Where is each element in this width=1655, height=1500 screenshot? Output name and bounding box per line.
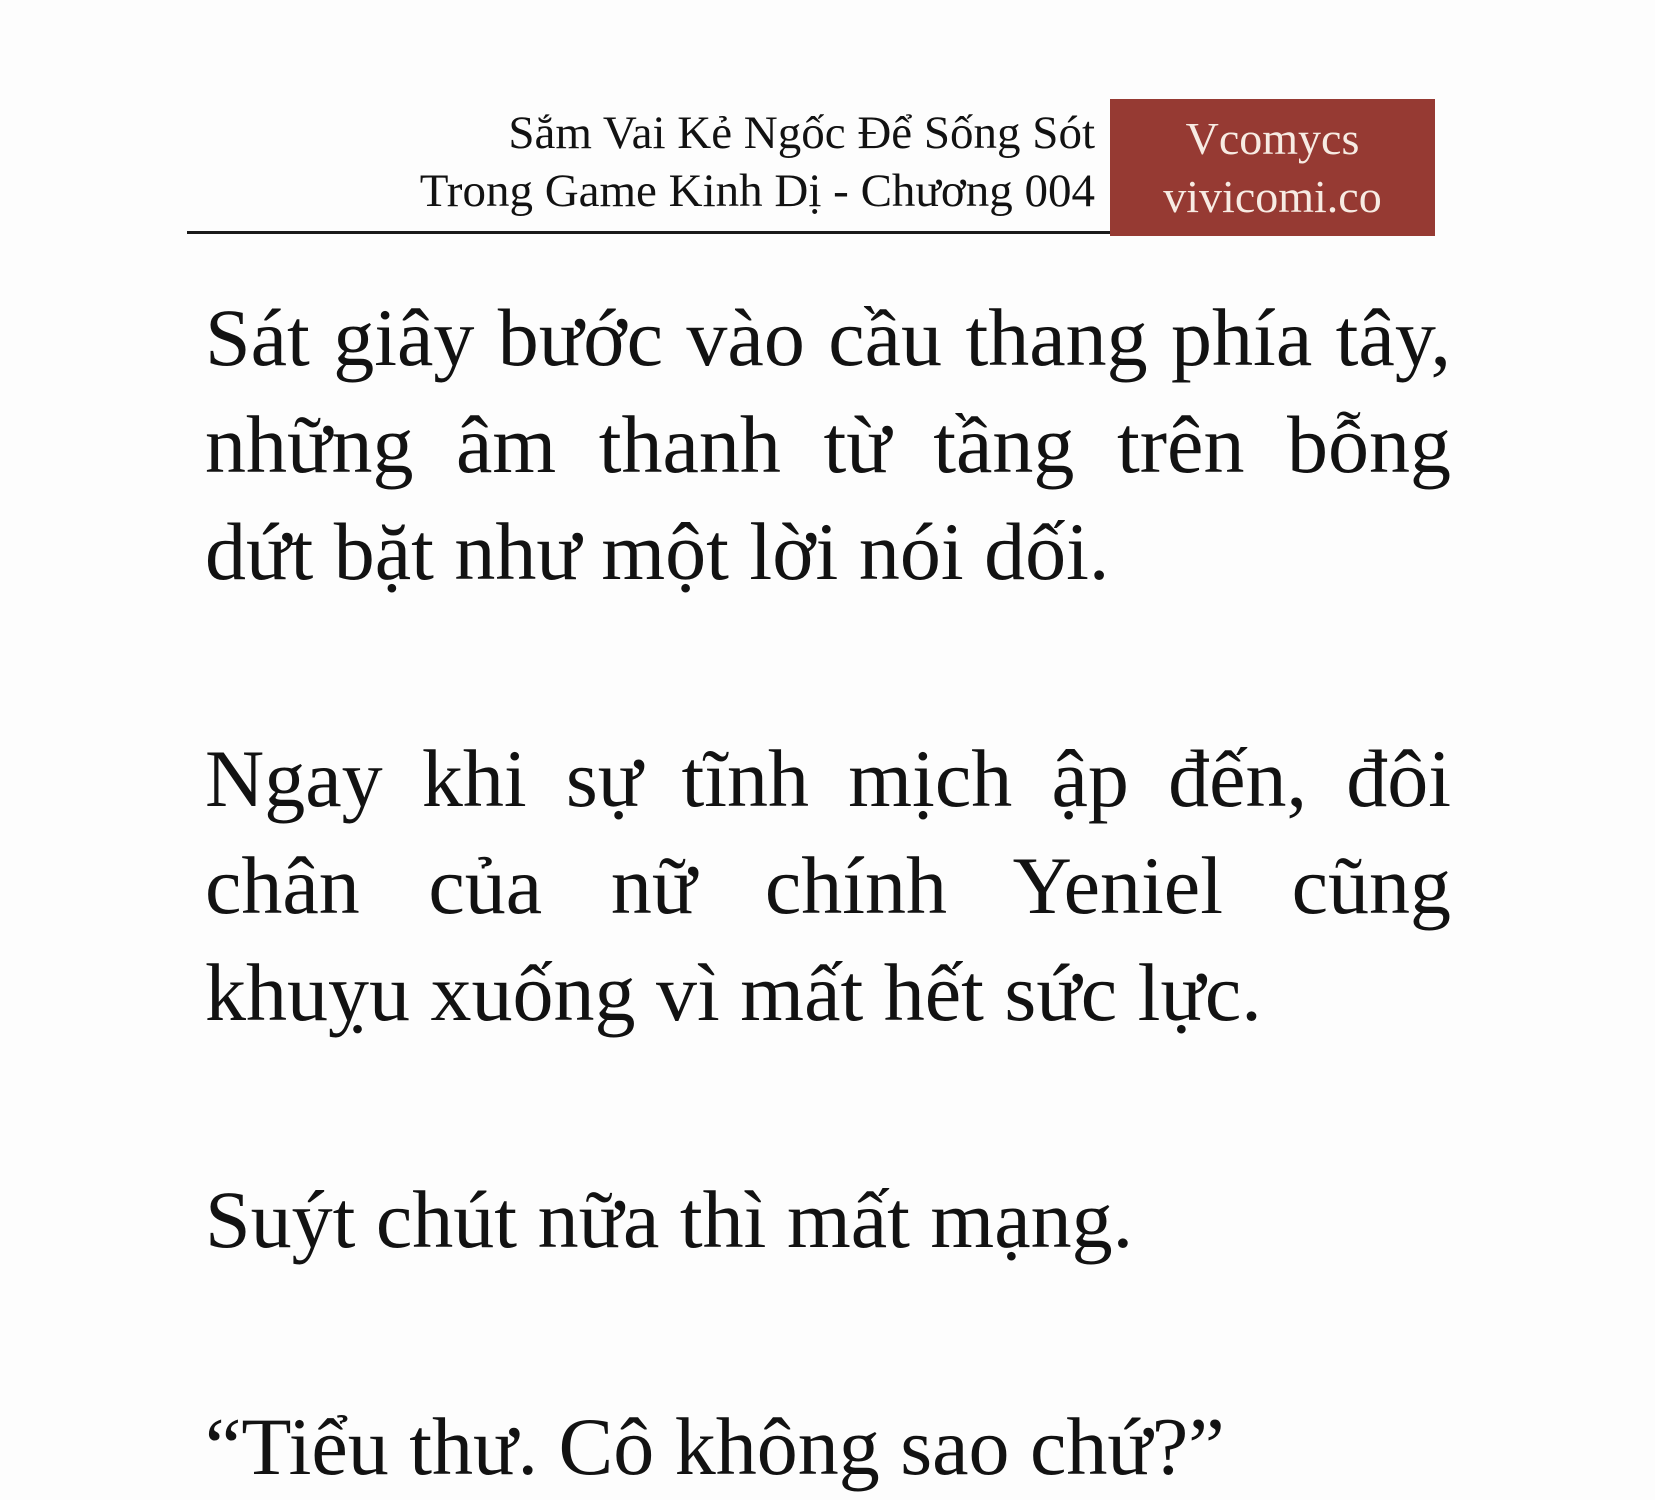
paragraph-3 (205, 1166, 1451, 1273)
text-line: khuỵu xuống vì mất hết sức lực. (205, 947, 1262, 1038)
text-line: những âm thanh từ tầng trên bỗng (205, 399, 1451, 490)
text-line: chân của nữ chính Yeniel cũng (205, 840, 1451, 931)
paragraph-1 (205, 284, 1451, 605)
chapter-title-line1: Sắm Vai Kẻ Ngốc Để Sống Sót (508, 107, 1095, 159)
story-text (205, 284, 1451, 1500)
brand-name: Vcomycs (1185, 112, 1360, 164)
paragraph-4 (205, 1393, 1451, 1500)
chapter-title-line2: Trong Game Kinh Dị - Chương 004 (419, 165, 1095, 217)
text-line: Ngay khi sự tĩnh mịch ập đến, đôi (205, 733, 1451, 824)
text-line: Suýt chút nữa thì mất mạng. (205, 1174, 1134, 1265)
text-line: dứt bặt như một lời nói dối. (205, 506, 1110, 597)
paragraph-2 (205, 725, 1451, 1046)
text-line: “Tiểu thư. Cô không sao chứ?” (205, 1401, 1225, 1492)
chapter-title (420, 104, 1095, 220)
text-line: Sát giây bước vào cầu thang phía tây, (205, 292, 1451, 383)
translator-brand-badge (1110, 99, 1435, 236)
brand-site: vivicomi.co (1163, 170, 1382, 222)
